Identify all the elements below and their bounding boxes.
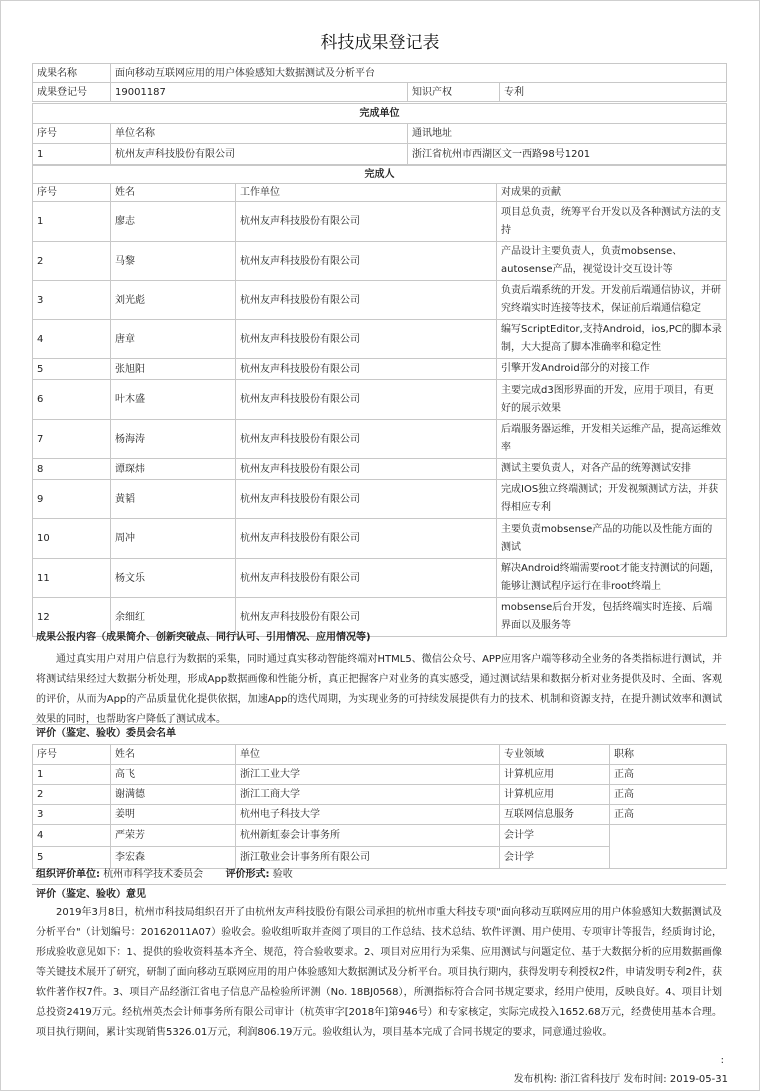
table-row (33, 785, 727, 805)
opinion-label: 评价（鉴定、验收）意见 (36, 889, 146, 900)
person-index: 8 (33, 459, 111, 480)
person-name: 马黎 (111, 242, 236, 281)
org-line (36, 868, 293, 882)
person-contribution: 完成IOS独立终端测试；开发视频测试方法，并获得相应专利 (497, 480, 727, 519)
name-label: 成果名称 (33, 64, 111, 83)
person-contribution: 主要完成d3图形界面的开发，应用于项目，有更好的展示效果 (497, 380, 727, 420)
time-value: 2019-05-31 (669, 1074, 728, 1085)
member-index: 2 (33, 785, 111, 805)
units-header: 通讯地址 (408, 124, 727, 144)
person-index: 12 (33, 598, 111, 637)
table-row (33, 320, 727, 359)
person-contribution: 负责后端系统的开发。开发前后端通信协议，并研究终端实时连接等技术，保证前后端通信稳定 (497, 281, 727, 320)
person-name: 谭琛炜 (111, 459, 236, 480)
person-unit: 杭州友声科技股份有限公司 (236, 598, 497, 637)
person-contribution: 测试主要负责人，对各产品的统筹测试安排 (497, 459, 727, 480)
summary-text: 通过真实用户对用户信息行为数据的采集，同时通过真实移动智能终端对HTML5、微信公众号、APP应用客户端等移动全业务的各类指标进行测试，并将测试结果经过大数据分析处理，形成App数据画像和性能分析，真正把握客户对业务的真实感受，通过测试结果和数据分析对业务提供及时、全面、客观的评价，从而为App的产品质量优化提供依据，加速App的迭代周期，为实现业务的可持续发展提供有力的技术、机制和资源支持，在提升测试效率和测试效果的同时，也帮助客户降低了测试成本。 (36, 654, 722, 725)
person-unit: 杭州友声科技股份有限公司 (236, 281, 497, 320)
person-name: 周冲 (111, 519, 236, 559)
regno-value: 19001187 (111, 83, 408, 102)
ip-value: 专利 (500, 83, 727, 102)
person-name: 叶木盛 (111, 380, 236, 420)
units-cell: 1 (33, 144, 111, 165)
issuer-label: 发布机构: (513, 1074, 557, 1085)
person-contribution: 引擎开发Android部分的对接工作 (497, 359, 727, 380)
person-contribution: 项目总负责，统筹平台开发以及各种测试方法的支持 (497, 202, 727, 242)
member-name: 姜明 (111, 805, 236, 825)
member-index: 3 (33, 805, 111, 825)
page-title: 科技成果登记表 (320, 33, 440, 53)
units-header: 序号 (33, 124, 111, 144)
name-value: 面向移动互联网应用的用户体验感知大数据测试及分析平台 (111, 64, 727, 83)
table-row (33, 380, 727, 420)
member-name: 严荣芳 (111, 825, 236, 847)
table-row (33, 805, 727, 825)
person-index: 5 (33, 359, 111, 380)
committee-section-label: 评价（鉴定、验收）委员会名单 (36, 728, 176, 739)
member-title: 正高 (610, 785, 727, 805)
member-field: 计算机应用 (500, 785, 610, 805)
persons-header: 工作单位 (236, 184, 497, 202)
person-contribution: 产品设计主要负责人，负责mobsense、autosense产品，视觉设计交互设计等 (497, 242, 727, 281)
member-field: 会计学 (500, 847, 610, 869)
person-index: 1 (33, 202, 111, 242)
member-field: 会计学 (500, 825, 610, 847)
committee-header: 专业领域 (500, 745, 610, 765)
table-row (33, 480, 727, 519)
table-row (33, 825, 727, 847)
person-contribution: 解决Android终端需要root才能支持测试的问题，能够让测试程序运行在非root终端上 (497, 559, 727, 598)
member-field: 计算机应用 (500, 765, 610, 785)
table-row (33, 519, 727, 559)
member-field: 互联网信息服务 (500, 805, 610, 825)
person-unit: 杭州友声科技股份有限公司 (236, 320, 497, 359)
person-contribution: 主要负责mobsense产品的功能以及性能方面的测试 (497, 519, 727, 559)
person-index: 3 (33, 281, 111, 320)
ip-label: 知识产权 (408, 83, 500, 102)
units-table (32, 103, 727, 165)
table-row (33, 281, 727, 320)
member-unit: 杭州电子科技大学 (236, 805, 500, 825)
person-unit: 杭州友声科技股份有限公司 (236, 459, 497, 480)
person-name: 唐章 (111, 320, 236, 359)
person-name: 杨海涛 (111, 420, 236, 459)
person-contribution: mobsense后台开发，包括终端实时连接、后端界面以及服务等 (497, 598, 727, 637)
person-name: 黄韬 (111, 480, 236, 519)
persons-header: 对成果的贡献 (497, 184, 727, 202)
table-row (33, 459, 727, 480)
committee-header: 单位 (236, 745, 500, 765)
basic-info-table (32, 63, 727, 102)
units-section-label: 完成单位 (33, 104, 727, 124)
footer-colon: : (720, 1055, 724, 1066)
person-unit: 杭州友声科技股份有限公司 (236, 519, 497, 559)
persons-header: 姓名 (111, 184, 236, 202)
person-name: 余细红 (111, 598, 236, 637)
table-row (33, 420, 727, 459)
table-row (33, 765, 727, 785)
person-unit: 杭州友声科技股份有限公司 (236, 202, 497, 242)
footer (514, 1070, 728, 1085)
table-row (33, 242, 727, 281)
member-unit: 浙江敬业会计事务所有限公司 (236, 847, 500, 869)
person-unit: 杭州友声科技股份有限公司 (236, 380, 497, 420)
org-label: 组织评价单位: (36, 869, 100, 880)
member-name: 谢满德 (111, 785, 236, 805)
person-contribution: 编写ScriptEditor,支持Android，ios,PC的脚本录制，大大提高了脚本准确率和稳定性 (497, 320, 727, 359)
member-index: 5 (33, 847, 111, 869)
member-name: 高飞 (111, 765, 236, 785)
person-index: 10 (33, 519, 111, 559)
divider (32, 884, 726, 885)
member-title: 正高 (610, 805, 727, 825)
table-row (33, 144, 727, 165)
person-index: 2 (33, 242, 111, 281)
committee-header: 职称 (610, 745, 727, 765)
member-title: 正高 (610, 765, 727, 785)
person-unit: 杭州友声科技股份有限公司 (236, 420, 497, 459)
person-unit: 杭州友声科技股份有限公司 (236, 359, 497, 380)
member-index: 1 (33, 765, 111, 785)
units-cell: 浙江省杭州市西湖区文一西路98号1201 (408, 144, 727, 165)
table-row (33, 559, 727, 598)
person-name: 廖志 (111, 202, 236, 242)
committee-header: 序号 (33, 745, 111, 765)
form-label: 评价形式: (225, 869, 270, 880)
person-unit: 杭州友声科技股份有限公司 (236, 559, 497, 598)
table-row (33, 359, 727, 380)
person-unit: 杭州友声科技股份有限公司 (236, 242, 497, 281)
person-index: 4 (33, 320, 111, 359)
persons-table (32, 165, 727, 637)
table-row (33, 202, 727, 242)
form-value: 验收 (272, 869, 293, 880)
opinion-text: 2019年3月8日，杭州市科技局组织召开了由杭州友声科技股份有限公司承担的杭州市重大科技专项"面向移动互联网应用的用户体验感知大数据测试及分析平台"（计划编号：20162011A07）验收会。验收组听取并查阅了项目的工作总结、技术总结、软件评测、用户使用、专项审计等报告，经质询讨论，形成验收意见如下：1、提供的验收资料基本齐全、规范，符合验收要求。2、项目对应用行为采集、应用测试与问题定位、基于大数据分析的应用数据画像等关键技术展开了研究，研制了面向移动互联网应用的用户体验感知大数据测试及分析平台。项目执行期内，获得发明专利授权2件，申请发明专利2件，获软件著作权7件。3、项目产品经浙江省电子信息产品检验所评测（No. 18BJ0568），所测指标符合合同书规定要求，经用户使用，反映良好。4、项目计划总投资2419万元。经杭州英杰会计师事务所有限公司审计（杭英审字[2018年]第946号）和专家核定，实际完成投入1652.68万元，经费使用基本合理。项目执行期间，累计实现销售5326.01万元，利润806.19万元。验收组认为，项目基本完成了合同书规定的要求，同意通过验收。 (36, 907, 723, 1038)
regno-label: 成果登记号 (33, 83, 111, 102)
divider (32, 724, 726, 725)
person-index: 9 (33, 480, 111, 519)
units-header: 单位名称 (111, 124, 408, 144)
summary-label: 成果公报内容（成果简介、创新突破点、同行认可、引用情况、应用情况等) (36, 632, 371, 643)
committee-table (32, 744, 727, 869)
time-label: 发布时间: (623, 1074, 667, 1085)
person-unit: 杭州友声科技股份有限公司 (236, 480, 497, 519)
person-index: 7 (33, 420, 111, 459)
member-title (610, 825, 727, 869)
issuer-value: 浙江省科技厅 (560, 1074, 621, 1085)
person-name: 张旭阳 (111, 359, 236, 380)
member-index: 4 (33, 825, 111, 847)
org-value: 杭州市科学技术委员会 (103, 869, 204, 880)
person-name: 杨文乐 (111, 559, 236, 598)
person-index: 11 (33, 559, 111, 598)
units-cell: 杭州友声科技股份有限公司 (111, 144, 408, 165)
persons-header: 序号 (33, 184, 111, 202)
person-contribution: 后端服务器运维，开发相关运维产品，提高运维效率 (497, 420, 727, 459)
member-unit: 浙江工商大学 (236, 785, 500, 805)
member-unit: 浙江工业大学 (236, 765, 500, 785)
person-name: 刘光彪 (111, 281, 236, 320)
member-name: 李宏森 (111, 847, 236, 869)
committee-header: 姓名 (111, 745, 236, 765)
person-index: 6 (33, 380, 111, 420)
persons-section-label: 完成人 (33, 166, 727, 184)
member-unit: 杭州新虹泰会计事务所 (236, 825, 500, 847)
